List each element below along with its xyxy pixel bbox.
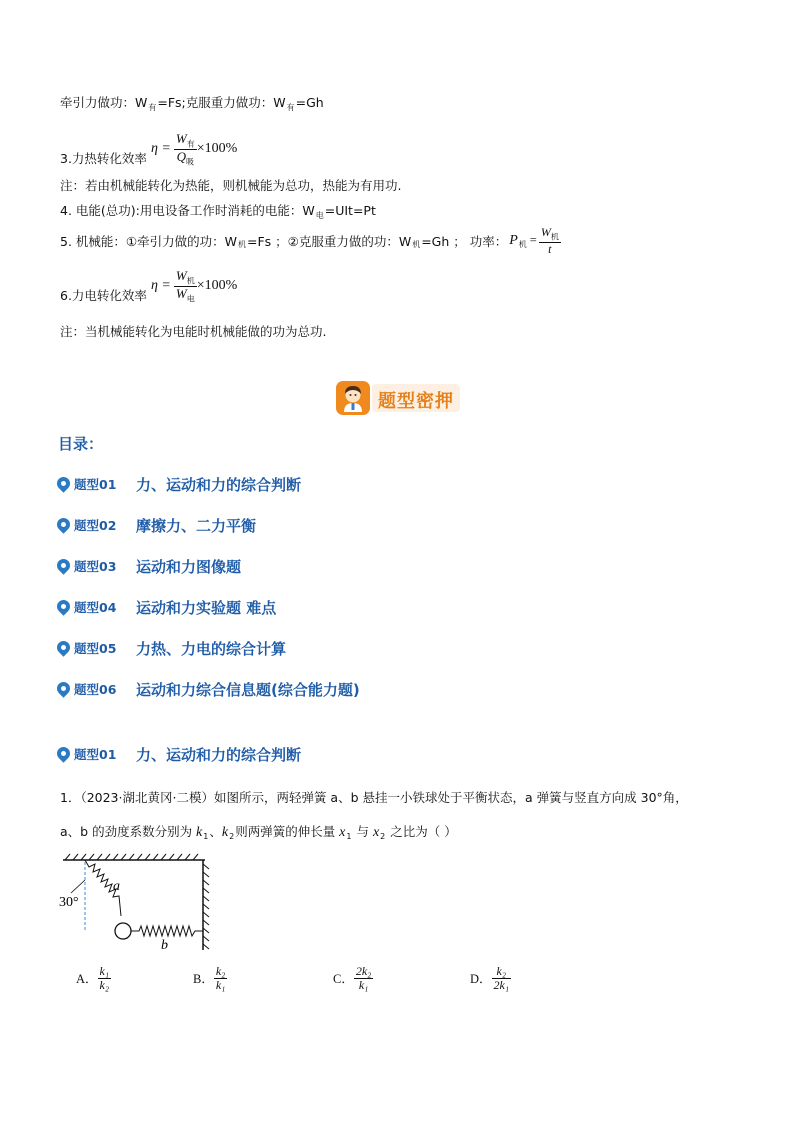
toc-heading: 目录： <box>58 435 104 453</box>
numerator: W <box>175 267 187 283</box>
option-letter: B． <box>193 972 214 987</box>
option-fraction <box>354 965 374 991</box>
subscript: 机 <box>412 240 421 250</box>
efficiency-fraction <box>174 269 197 304</box>
text: 则两弹簧的伸长量 <box>235 824 340 839</box>
numerator: W <box>540 225 551 239</box>
subscript: 电 <box>186 294 195 304</box>
numerator: 2k₂ <box>355 964 372 978</box>
location-pin-icon <box>57 747 71 761</box>
option-a[interactable] <box>76 965 111 991</box>
subscript: 机 <box>550 232 559 242</box>
subscript: 1 <box>203 832 209 841</box>
text: =Gh <box>295 95 324 110</box>
text: ×100% <box>196 278 238 293</box>
spring-b-label: b <box>161 938 168 953</box>
subscript: 2 <box>380 832 386 841</box>
x2-symbol: x <box>372 825 380 840</box>
toc-title: 运动和力图像题 <box>136 557 242 576</box>
location-pin-icon <box>57 682 71 696</box>
toc-title: 运动和力综合信息题(综合能力题) <box>136 680 360 699</box>
section-title: 力、运动和力的综合判断 <box>136 745 302 764</box>
subscript: 电 <box>315 211 324 220</box>
location-pin-icon <box>57 600 71 614</box>
subscript: 有 <box>148 103 157 112</box>
spring-b <box>131 926 203 936</box>
text: a、b 的劲度系数分别为 <box>60 824 197 839</box>
toc-title: 力、运动和力的综合判断 <box>136 475 302 494</box>
iron-ball <box>115 923 131 939</box>
subscript: 机 <box>186 276 195 286</box>
location-pin-icon <box>57 641 71 655</box>
toc-label: 题型06 <box>74 682 117 697</box>
denominator: k₂ <box>99 977 110 992</box>
power-symbol: P <box>509 232 518 248</box>
question-line-1: 1．（2023·湖北黄冈·二模）如图所示，两轻弹簧 a、b 悬挂一小铁球处于平衡状态，a 弹簧与竖直方向成 30°角， <box>60 790 688 805</box>
option-fraction <box>492 965 512 991</box>
toc-label: 题型05 <box>74 641 117 656</box>
formula-line-1 <box>60 93 324 113</box>
location-pin-icon <box>57 559 71 573</box>
text: 之比为（ ） <box>386 824 457 839</box>
text: 5. 机械能：①牵引力做的功：W <box>60 233 237 249</box>
toc-item-01[interactable] <box>57 473 301 495</box>
text: 、 <box>209 824 222 839</box>
subscript: 2 <box>229 832 235 841</box>
option-letter: D． <box>470 972 492 987</box>
text: =UIt=Pt <box>324 203 376 218</box>
subscript: 1 <box>346 832 352 841</box>
denominator: W <box>175 285 187 301</box>
subscript: 有 <box>186 139 195 149</box>
toc-item-02[interactable] <box>57 514 256 536</box>
denominator: k₁ <box>358 977 369 992</box>
toc-title: 运动和力实验题 难点 <box>136 598 277 617</box>
eta-symbol: η = <box>150 141 171 156</box>
subscript: 吸 <box>185 157 194 167</box>
text: ×100% <box>196 141 238 156</box>
numerator: k₂ <box>492 965 512 979</box>
power-fraction <box>539 226 561 255</box>
option-letter: C． <box>333 972 354 987</box>
ceiling-hatching <box>65 854 198 860</box>
formula-line-4 <box>60 201 376 221</box>
denominator: 2k₁ <box>493 977 510 992</box>
k2-symbol: k <box>221 825 229 840</box>
text: 6.力电转化效率 <box>60 288 147 303</box>
text: =Fs;克服重力做功：W <box>157 95 286 110</box>
subscript: 机 <box>237 240 246 250</box>
teacher-icon <box>336 381 370 415</box>
subscript: 有 <box>286 103 295 112</box>
toc-title: 摩擦力、二力平衡 <box>136 516 257 535</box>
toc-item-05[interactable] <box>57 637 286 659</box>
question-line-2 <box>60 822 457 841</box>
option-letter: A． <box>76 972 98 987</box>
angle-label: 30° <box>59 895 79 910</box>
text: =Gh ； 功率： <box>421 233 508 249</box>
option-fraction <box>98 965 112 991</box>
subscript: 机 <box>518 240 527 250</box>
section-heading <box>57 743 301 765</box>
toc-item-06[interactable] <box>57 678 360 700</box>
text: 牵引力做功：W <box>60 95 148 110</box>
text: =Fs ；②克服重力做的功：W <box>246 233 412 249</box>
toc-title: 力热、力电的综合计算 <box>136 639 287 658</box>
banner-title: 题型密押 <box>378 391 454 412</box>
toc-item-04[interactable] <box>57 596 276 618</box>
denominator: Q <box>176 148 186 164</box>
efficiency-fraction <box>174 132 197 167</box>
option-c[interactable] <box>333 965 373 991</box>
section-label: 题型01 <box>74 747 117 762</box>
text: 与 <box>352 824 373 839</box>
equals: = <box>529 233 537 248</box>
option-d[interactable] <box>470 965 511 991</box>
formula-line-5 <box>60 226 561 255</box>
formula-line-6 <box>60 268 237 304</box>
x1-symbol: x <box>339 825 346 840</box>
note-1: 注：若由机械能转化为热能，则机械能为总功，热能为有用功. <box>60 178 402 193</box>
text: 4. 电能(总功):用电设备工作时消耗的电能：W <box>60 203 315 218</box>
option-fraction <box>214 965 228 991</box>
toc-label: 题型02 <box>74 518 117 533</box>
text: 3.力热转化效率 <box>60 151 147 166</box>
numerator: W <box>175 130 187 146</box>
location-pin-icon <box>57 518 71 532</box>
numerator: k₁ <box>99 964 110 978</box>
formula-line-3 <box>60 131 237 167</box>
spring-diagram <box>55 850 215 955</box>
toc-label: 题型03 <box>74 559 117 574</box>
toc-label: 题型04 <box>74 600 117 615</box>
eta-symbol: η = <box>150 278 171 293</box>
toc-item-03[interactable] <box>57 555 241 577</box>
location-pin-icon <box>57 477 71 491</box>
banner-title-box <box>372 384 460 412</box>
denominator: k₁ <box>215 977 226 992</box>
note-2: 注：当机械能转化为电能时机械能做的功为总功. <box>60 324 327 339</box>
denominator: t <box>548 241 552 256</box>
spring-a-label: a <box>113 879 120 894</box>
option-b[interactable] <box>193 965 227 991</box>
k1-symbol: k <box>196 825 203 840</box>
angle-pointer <box>71 880 85 893</box>
section-banner <box>336 381 460 415</box>
toc-label: 题型01 <box>74 477 117 492</box>
wall-hatching <box>203 864 209 949</box>
numerator: k₂ <box>215 964 226 978</box>
